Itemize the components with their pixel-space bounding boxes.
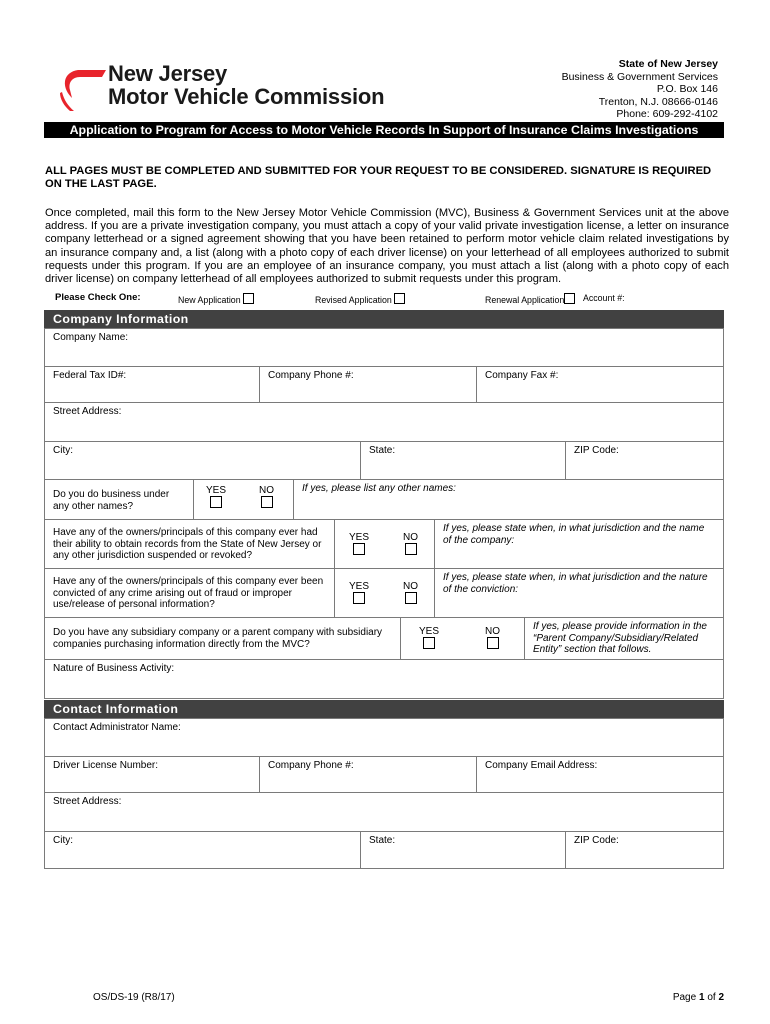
other-names-yes-checkbox[interactable] (210, 496, 222, 508)
company-zip-label: ZIP Code: (574, 445, 619, 456)
page-number (673, 992, 724, 1003)
company-phone-field[interactable] (259, 366, 477, 403)
other-names-question (44, 479, 194, 520)
suspended-yes[interactable] (349, 532, 369, 558)
suspended-note: If yes, please state when, in what jurisdiction and the name of the company: (443, 523, 705, 546)
suspended-no-checkbox[interactable] (405, 543, 417, 555)
form-id: OS/DS-19 (R8/17) (93, 992, 175, 1003)
other-names-yes[interactable] (206, 485, 226, 511)
company-name-field[interactable] (44, 328, 724, 367)
subsidiary-no[interactable] (485, 626, 500, 652)
conviction-yes[interactable] (349, 581, 369, 607)
check-one-label: Please Check One: (55, 292, 141, 303)
federal-tax-id-label: Federal Tax ID#: (53, 370, 127, 381)
renewal-application-label: Renewal Application (485, 295, 565, 305)
contact-state-label: State: (369, 835, 396, 846)
other-names-question-text: Do you do business under any other names? (53, 489, 170, 512)
federal-tax-id-field[interactable] (44, 366, 260, 403)
other-names-no-checkbox[interactable] (261, 496, 273, 508)
company-phone-label: Company Phone #: (268, 370, 354, 381)
contact-zip-label: ZIP Code: (574, 835, 619, 846)
company-name-label: Company Name: (53, 332, 129, 343)
renewal-application-checkbox[interactable] (564, 293, 575, 304)
completion-notice: ALL PAGES MUST BE COMPLETED AND SUBMITTED FOR YOUR REQUEST TO BE CONSIDERED. SIGNATURE IS REQUIRED ON THE LAST PAGE. (45, 165, 712, 190)
nj-mvc-logo-mark (58, 66, 108, 112)
other-names-note: If yes, please list any other names: (302, 483, 456, 494)
subsidiary-yes-label: YES (419, 626, 440, 637)
other-names-yes-no (193, 479, 294, 520)
contact-phone-label: Company Phone #: (268, 760, 354, 771)
revised-application-label: Revised Application (315, 295, 392, 305)
company-zip-field[interactable] (565, 441, 724, 480)
contact-street-address-field[interactable] (44, 792, 724, 832)
subsidiary-no-label: NO (485, 626, 500, 637)
company-state-label: State: (369, 445, 396, 456)
company-city-field[interactable] (44, 441, 361, 480)
company-city-label: City: (53, 445, 73, 456)
contact-admin-name-field[interactable] (44, 718, 724, 757)
address-line-2: Business & Government Services (561, 70, 718, 83)
suspended-yes-no (334, 519, 435, 569)
nature-of-business-label: Nature of Business Activity: (53, 663, 175, 674)
subsidiary-note-cell (524, 617, 724, 660)
company-street-address-field[interactable] (44, 402, 724, 442)
page-of: of (707, 992, 716, 1003)
suspended-question (44, 519, 335, 569)
revised-application-option[interactable] (315, 293, 405, 305)
company-information-header: Company Information (44, 310, 724, 328)
company-fax-field[interactable] (476, 366, 724, 403)
conviction-details-input[interactable] (434, 568, 724, 618)
contact-zip-field[interactable] (565, 831, 724, 869)
contact-state-field[interactable] (360, 831, 566, 869)
other-names-no[interactable] (259, 485, 274, 511)
subsidiary-question-text: Do you have any subsidiary company or a parent company with subsidiary companies purchasing information directly from the MVC? (53, 627, 383, 650)
suspended-no-label: NO (403, 532, 418, 543)
contact-phone-field[interactable] (259, 756, 477, 793)
page-total: 2 (718, 992, 724, 1003)
contact-email-field[interactable] (476, 756, 724, 793)
suspended-yes-checkbox[interactable] (353, 543, 365, 555)
new-application-label: New Application (178, 295, 241, 305)
revised-application-checkbox[interactable] (394, 293, 405, 304)
subsidiary-yes[interactable] (419, 626, 439, 652)
subsidiary-note: If yes, please provide information in the “Parent Company/Subsidiary/Related Entity” section that follows. (533, 621, 707, 655)
conviction-note: If yes, please state when, in what jurisdiction and the nature of the conviction: (443, 572, 708, 595)
instructions-paragraph: Once completed, mail this form to the New Jersey Motor Vehicle Commission (MVC), Business & Government Services unit at the above address. If you are a private investigation company, you must attach a copy of your valid private investigation license, a letter on insurance company letterhead or a signed agreement showing that you have been retained to perform motor vehicle claim related investigations by an insurance company and, a list (along with a photo copy of each driver license) on your letterhead of all employees authorized to submit requests under this program. If you are an employee of an insurance company, you must attach a list (along with a photo copy of each driver license) on company letterhead of all employees authorized to submit requests under this program. (45, 207, 729, 286)
conviction-yes-label: YES (349, 581, 370, 592)
suspended-yes-label: YES (349, 532, 370, 543)
suspended-question-text: Have any of the owners/principals of this company ever had their ability to obtain records from the State of New Jersey or any other jurisdiction suspended or revoked? (53, 527, 322, 561)
account-number-label: Account #: (583, 293, 625, 303)
address-line-5: Phone: 609-292-4102 (616, 108, 718, 121)
conviction-question-text: Have any of the owners/principals of this company ever been convicted of any crime arising out of fraud or improper use/release of personal information? (53, 576, 324, 610)
other-names-input[interactable] (293, 479, 724, 520)
form-title: Application to Program for Access to Motor Vehicle Records In Support of Insurance Claims Investigations (44, 122, 724, 138)
address-line-4: Trenton, N.J. 08666-0146 (598, 95, 718, 108)
logo-line-2: Motor Vehicle Commission (108, 84, 385, 109)
contact-email-label: Company Email Address: (485, 760, 598, 771)
other-names-no-label: NO (259, 485, 274, 496)
agency-address (562, 58, 718, 121)
new-application-option[interactable] (178, 293, 254, 305)
logo-wordmark (108, 62, 384, 108)
page-prefix: Page (672, 992, 697, 1003)
subsidiary-question (44, 617, 401, 660)
company-fax-label: Company Fax #: (485, 370, 559, 381)
page-current: 1 (698, 992, 705, 1003)
address-line-3: P.O. Box 146 (656, 83, 718, 96)
logo-line-1: New Jersey (108, 61, 228, 86)
contact-admin-name-label: Contact Administrator Name: (53, 722, 181, 733)
subsidiary-yes-checkbox[interactable] (423, 637, 435, 649)
address-line-1: State of New Jersey (618, 58, 718, 70)
contact-information-header: Contact Information (44, 700, 724, 718)
renewal-application-option[interactable] (485, 293, 575, 305)
driver-license-label: Driver License Number: (53, 760, 159, 771)
subsidiary-yes-no (400, 617, 525, 660)
nature-of-business-field[interactable] (44, 659, 724, 699)
contact-city-field[interactable] (44, 831, 361, 869)
conviction-no-label: NO (403, 581, 418, 592)
company-state-field[interactable] (360, 441, 566, 480)
conviction-yes-no (334, 568, 435, 618)
company-street-label: Street Address: (53, 406, 122, 417)
conviction-question (44, 568, 335, 618)
new-application-checkbox[interactable] (243, 293, 254, 304)
suspended-details-input[interactable] (434, 519, 724, 569)
contact-street-label: Street Address: (53, 796, 122, 807)
conviction-no-checkbox[interactable] (405, 592, 417, 604)
contact-city-label: City: (53, 835, 73, 846)
conviction-no[interactable] (403, 581, 418, 607)
subsidiary-no-checkbox[interactable] (487, 637, 499, 649)
conviction-yes-checkbox[interactable] (353, 592, 365, 604)
driver-license-field[interactable] (44, 756, 260, 793)
other-names-yes-label: YES (206, 485, 227, 496)
suspended-no[interactable] (403, 532, 418, 558)
